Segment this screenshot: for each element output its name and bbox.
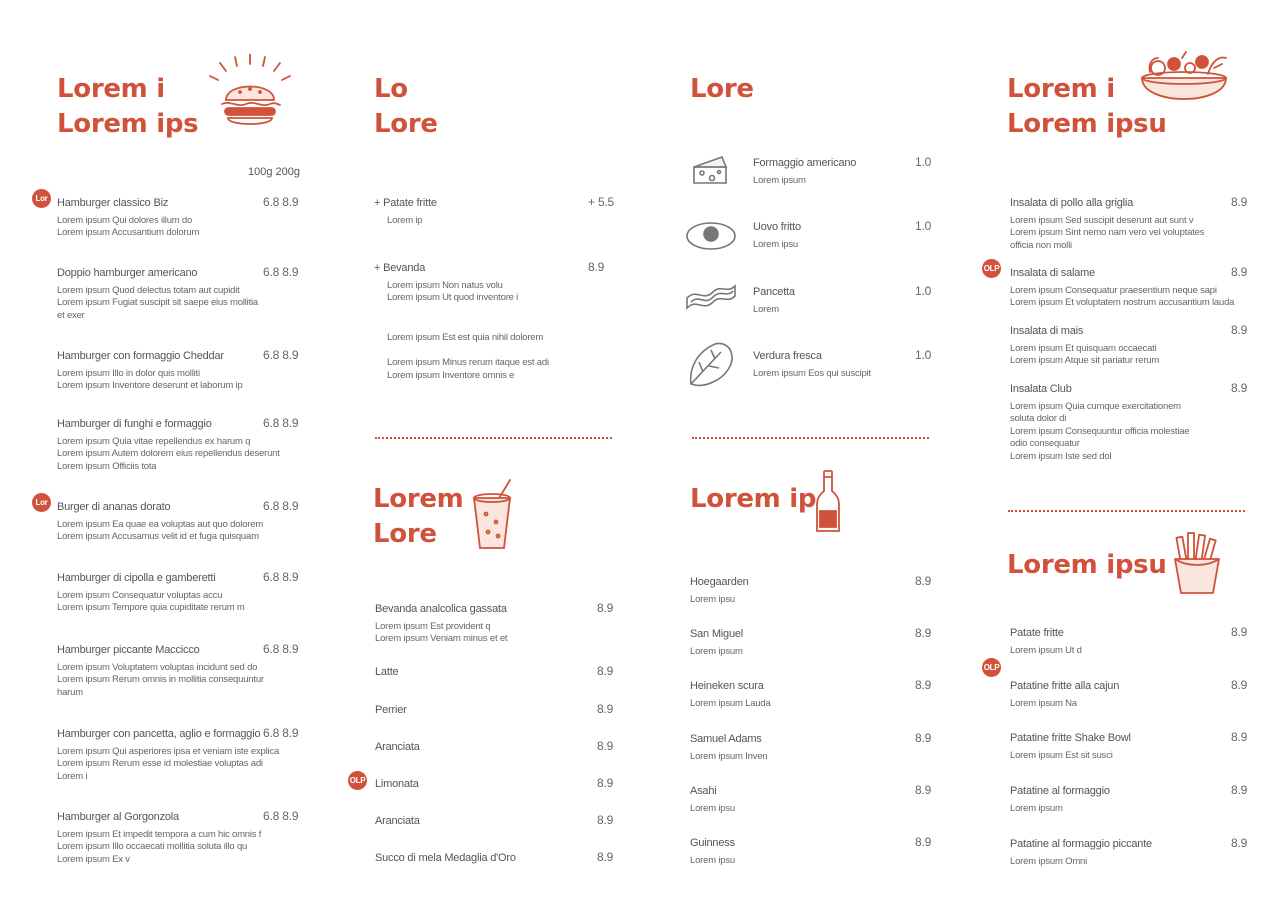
description-line: Lorem ipsum Lauda [690,698,771,709]
item-price: 1.0 [915,155,932,169]
item-description [690,751,767,763]
item-name: Doppio hamburger americano [57,267,198,279]
description-line: Lorem ipsum Atque sit pariatur rerum [1010,355,1160,367]
fries-icon [1171,531,1223,597]
item-price: 6.8 8.9 [263,265,299,279]
item-price: 8.9 [915,835,932,849]
description-line: Lorem ipsum Tempore quia cupiditate rerum m [57,602,245,614]
item-name: Uovo fritto [753,221,801,233]
bottle-icon [812,469,844,535]
item-price: 6.8 8.9 [263,195,299,209]
description-line: Lorem ipsum Est provident q [375,621,491,632]
portion-size-header: 100g 200g [248,166,300,178]
item-name: Verdura fresca [753,350,822,362]
description-line: Lorem ipsum Qui dolores illum do [57,215,193,226]
item-name: Hamburger con pancetta, aglio e formaggio [57,728,261,740]
drinks-section-title [373,482,463,552]
item-name: Aranciata [375,741,420,753]
burger-title-line-1: Lorem i [57,74,165,104]
item-name: Hoegaarden [690,576,749,588]
extras-section-title [690,72,754,107]
sides-title-line-2: Lore [374,109,438,139]
item-description [1010,401,1189,463]
item-price: 1.0 [915,284,932,298]
item-name: Heineken scura [690,680,764,692]
item-description [57,829,261,866]
salad-title-line-2: Lorem ipsu [1007,109,1167,139]
section-divider [692,437,929,439]
cheese-icon [692,153,728,189]
description-line: Lorem ipsum Illo in dolor quis molliti [57,368,200,379]
description-line: Lorem [753,304,779,315]
item-price: 8.9 [597,601,614,615]
item-name: Patatine al formaggio piccante [1010,838,1152,850]
item-price: 8.9 [1231,783,1248,797]
item-price: 8.9 [915,574,932,588]
description-line: Lorem ipsum Quod delectus totam aut cupidit [57,285,240,296]
item-name: Guinness [690,837,735,849]
item-description [1010,215,1204,252]
item-description [57,746,279,783]
fries-title-line-1: Lorem ipsu [1007,550,1167,580]
item-name: Hamburger di cipolla e gamberetti [57,572,216,584]
item-description [57,285,258,322]
description-line: Lorem ipsum Fugiat suscipit sit saepe eius mollitia [57,297,258,309]
description-line: Lorem ipsum Consequuntur officia molestiae [1010,425,1190,437]
item-name: Hamburger piccante Maccicco [57,644,200,656]
bacon-icon [685,280,737,316]
item-price: 8.9 [597,776,614,790]
description-line: Lorem ipsum Consequatur praesentium neque sapi [1010,285,1217,296]
item-name: Aranciata [375,815,420,827]
description-line: Lorem ipsum Rerum esse id molestiae voluptas adi [57,758,263,770]
item-description [753,239,798,251]
item-name: + Bevanda [374,262,426,274]
item-name: Pancetta [753,286,795,298]
item-description [1010,285,1234,310]
item-description [753,304,779,316]
sides-note-1: Lorem ipsum Est est quia nihil dolorem [387,332,544,343]
item-price: + 5.5 [588,195,615,209]
description-line: Lorem ipsum Illo occaecati mollitia soluta illo qu [57,841,248,853]
item-description [387,280,518,305]
item-name: Limonata [375,778,419,790]
item-name: Perrier [375,704,407,716]
item-price: 1.0 [915,348,932,362]
description-line: Lorem ipsum Qui asperiores ipsa et veniam iste explica [57,746,280,757]
description-line: Lorem ipsu [753,239,798,250]
promo-badge: OLP [348,771,367,790]
promo-badge: Lor [32,189,51,208]
item-description [57,590,245,615]
burger-column [0,0,320,909]
item-description [57,215,199,240]
item-price: 6.8 8.9 [263,416,299,430]
item-price: 8.9 [1231,381,1248,395]
item-price: 8.9 [597,850,614,864]
description-line: Lorem ipsum Accusamus velit id et fuga quisquam [57,531,259,543]
description-line: Lorem ipsum Officiis tota [57,460,157,472]
description-line: Lorem ipsum Inventore deserunt et laborum ip [57,380,243,392]
item-name: Patatine fritte alla cajun [1010,680,1120,692]
lettuce-icon [685,338,737,390]
description-line: Lorem ipsum Et voluptatem nostrum accusantium lauda [1010,297,1235,309]
item-price: 6.8 8.9 [263,499,299,513]
item-name: Insalata di salame [1010,267,1096,279]
sides-section-title [374,72,438,142]
section-divider [1008,510,1245,512]
item-price: 8.9 [915,783,932,797]
description-line: Lorem ipsum Ea quae ea voluptas aut quo dolorem [57,519,264,530]
item-name: Patatine al formaggio [1010,785,1110,797]
description-line: Lorem ipsum Iste sed dol [1010,450,1112,462]
item-name: Hamburger al Gorgonzola [57,811,179,823]
description-line: Lorem ipsum Non natus volu [387,280,503,291]
item-price: 8.9 [1231,265,1248,279]
item-description [690,646,743,658]
description-line: Lorem ipsum Et impedit tempora a cum hic omnis f [57,829,262,840]
description-line: soluta dolor di [1010,413,1067,425]
item-description [1010,343,1159,368]
item-name: + Patate fritte [374,197,437,209]
item-price: 8.9 [915,626,932,640]
sides-drinks-column [320,0,640,909]
item-description [1010,856,1087,868]
beer-section-title [690,482,816,517]
description-line: Lorem ipsum Inven [690,751,768,762]
item-description [57,662,264,699]
item-name: Insalata di mais [1010,325,1084,337]
promo-badge: Lor [32,493,51,512]
sides-note-2: Lorem ipsum Minus rerum itaque est adi [387,357,549,368]
description-line: Lorem ipsum Ut d [1010,645,1082,656]
item-description [387,215,422,227]
item-description [375,621,507,646]
item-price: 8.9 [1231,323,1248,337]
description-line: Lorem i [57,770,88,782]
extras-beer-column [640,0,960,909]
drinks-title-line-1: Lorem [373,484,464,514]
item-name: San Miguel [690,628,744,640]
item-price: 8.9 [588,260,605,274]
item-price: 8.9 [1231,836,1248,850]
item-description [57,519,263,544]
item-price: 6.8 8.9 [263,348,299,362]
item-price: 6.8 8.9 [263,642,299,656]
description-line: et exer [57,309,85,321]
description-line: Lorem ip [387,215,423,226]
item-price: 8.9 [597,739,614,753]
salad-fries-column [960,0,1280,909]
extras-title-line-1: Lore [690,74,754,104]
item-name: Hamburger classico Biz [57,197,169,209]
description-line: Lorem ipsum Sed suscipit deserunt aut sunt v [1010,215,1194,226]
item-name: Insalata Club [1010,383,1072,395]
item-price: 6.8 8.9 [263,809,299,823]
salad-bowl-icon [1138,50,1230,114]
item-price: 8.9 [915,731,932,745]
item-description [1010,803,1063,815]
description-line: Lorem ipsum Est sit susci [1010,750,1113,761]
item-description [57,368,243,393]
item-name: Burger di ananas dorato [57,501,171,513]
description-line: harum [57,686,83,698]
item-description [1010,750,1113,762]
item-description [690,698,771,710]
item-description [753,368,871,380]
description-line: Lorem ipsum Autem dolorem eius repellendus deserunt [57,448,280,460]
item-name: Hamburger con formaggio Cheddar [57,350,224,362]
description-line: Lorem ipsum Rerum omnis in mollitia consequuntur [57,674,264,686]
description-line: Lorem ipsum [1010,803,1063,814]
item-price: 8.9 [1231,195,1248,209]
description-line: odio consequatur [1010,438,1080,450]
item-name: Latte [375,666,399,678]
description-line: officia non molli [1010,239,1072,251]
description-line: Lorem ipsum Consequatur voluptas accu [57,590,223,601]
item-name: Patatine fritte Shake Bowl [1010,732,1131,744]
burger-title-line-2: Lorem ips [57,109,199,139]
description-line: Lorem ipsu [690,594,735,605]
item-price: 1.0 [915,219,932,233]
item-name: Formaggio americano [753,157,857,169]
burger-section-title [57,72,198,142]
description-line: Lorem ipsu [690,803,735,814]
description-line: Lorem ipsum Quia cumque exercitationem [1010,401,1181,412]
item-price: 8.9 [597,813,614,827]
fries-section-title [1007,548,1167,583]
fries-badge: OLP [982,658,1001,677]
item-price: 8.9 [1231,730,1248,744]
description-line: Lorem ipsum Na [1010,698,1077,709]
item-price: 8.9 [915,678,932,692]
item-description [690,594,735,606]
description-line: Lorem ipsum Omni [1010,856,1088,867]
drinks-title-line-2: Lore [373,519,437,549]
description-line: Lorem ipsum Veniam minus et et [375,633,508,645]
item-description [1010,698,1077,710]
item-name: Patate fritte [1010,627,1064,639]
item-price: 6.8 8.9 [263,726,299,740]
item-description [690,803,735,815]
item-price: 6.8 8.9 [263,570,299,584]
item-price: 8.9 [597,664,614,678]
item-description [753,175,806,187]
description-line: Lorem ipsum [753,175,806,186]
sides-title-line-1: Lo [374,74,408,104]
sides-note-3: Lorem ipsum Inventore omnis e [387,370,515,381]
item-name: Succo di mela Medaglia d'Oro [375,852,516,864]
item-name: Samuel Adams [690,733,762,745]
fried-egg-icon [685,220,737,252]
description-line: Lorem ipsum Et quisquam occaecati [1010,343,1157,354]
beer-title-line-1: Lorem ip [690,484,817,514]
description-line: Lorem ipsum Sint nemo nam vero vel voluptates [1010,227,1205,239]
item-name: Insalata di pollo alla griglia [1010,197,1134,209]
description-line: Lorem ipsum [690,646,743,657]
soda-cup-icon [468,478,518,552]
promo-badge: OLP [982,259,1001,278]
section-divider [375,437,612,439]
description-line: Lorem ipsum Accusantium dolorum [57,227,200,239]
item-price: 8.9 [1231,678,1248,692]
item-description [690,855,735,867]
item-name: Hamburger di funghi e formaggio [57,418,212,430]
description-line: Lorem ipsum Ut quod inventore i [387,292,519,304]
description-line: Lorem ipsum Ex v [57,853,130,865]
salad-title-line-1: Lorem i [1007,74,1115,104]
description-line: Lorem ipsum Quia vitae repellendus ex harum q [57,436,251,447]
description-line: Lorem ipsu [690,855,735,866]
item-name: Bevanda analcolica gassata [375,603,507,615]
item-name: Asahi [690,785,717,797]
item-price: 8.9 [597,702,614,716]
item-description [1010,645,1082,657]
description-line: Lorem ipsum Voluptatem voluptas incidunt sed do [57,662,258,673]
description-line: Lorem ipsum Eos qui suscipit [753,368,871,379]
item-description [57,436,280,473]
item-price: 8.9 [1231,625,1248,639]
burger-icon [208,54,294,130]
